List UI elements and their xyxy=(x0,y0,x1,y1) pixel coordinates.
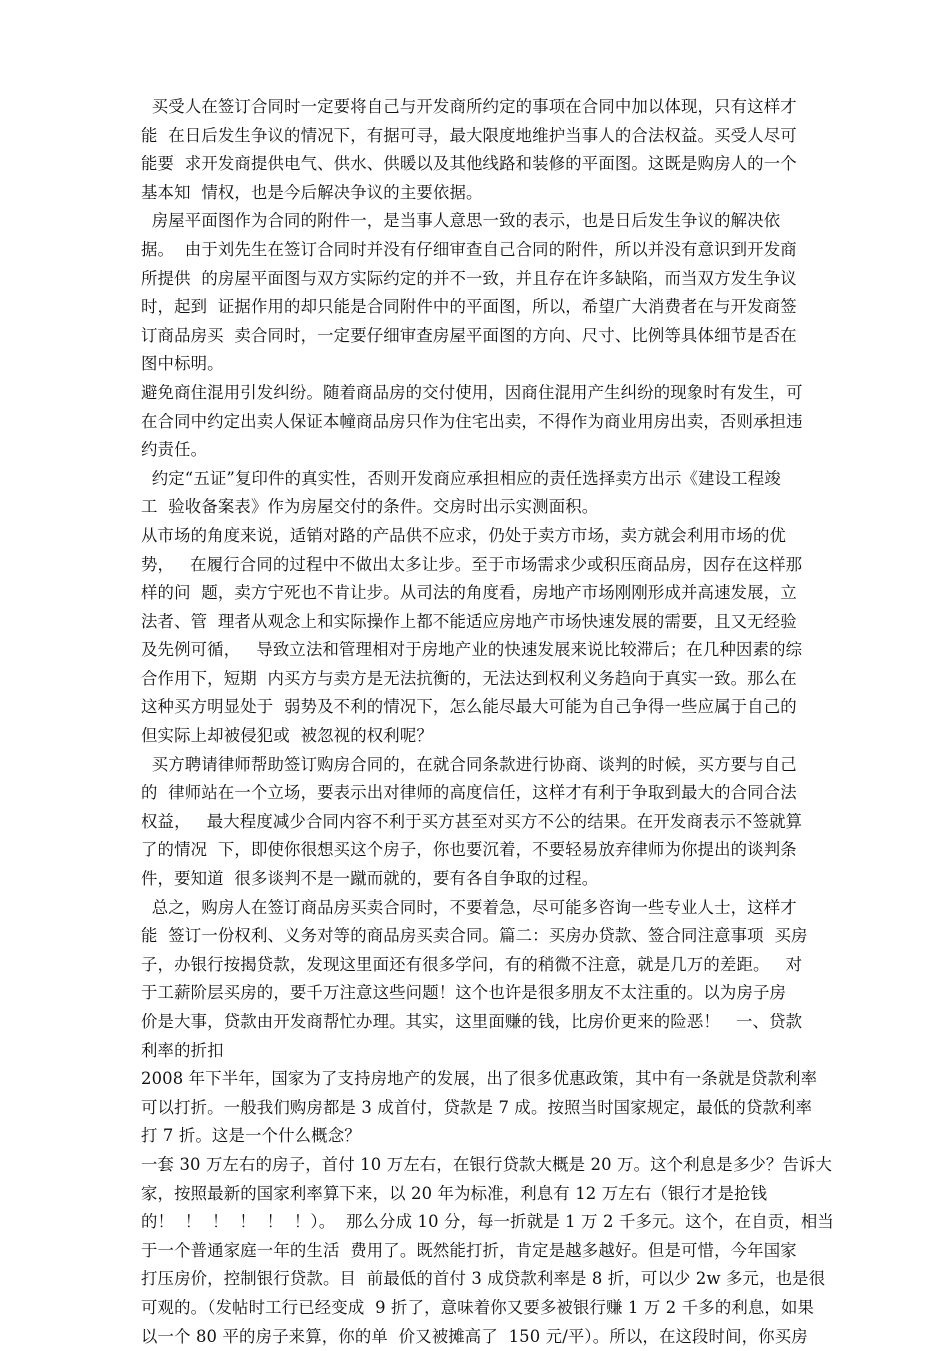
text-line: 可观的。（发帖时工行已经变成 9 折了，意味着你又要多被银行赚 1 万 2 千多的利息，如果 xyxy=(141,1297,815,1317)
text-line: 从市场的角度来说，适销对路的产品供不应求，仍处于卖方市场，卖方就会利用市场的优 xyxy=(141,525,787,545)
text-line: 于工薪阶层买房的，要千万注意这些问题！这个也许是很多朋友不太注重的。以为房子房 xyxy=(141,983,787,1003)
text-line: 但实际上却被侵犯或 被忽视的权利呢？ xyxy=(141,726,433,746)
text-line: 势， 在履行合同的过程中不做出太多让步。至于市场需求少或积压商品房，因存在这样那 xyxy=(141,554,803,574)
text-line: 权益， 最大程度减少合同内容不利于买方甚至对买方不公的结果。在开发商表示不签就算 xyxy=(141,811,803,831)
text-line: 的！ ！ ！ ！ ！ ！）。 那么分成 10 分，每一折就是 1 万 2 千多元。这个，在自贡，相当 xyxy=(141,1212,834,1232)
text-line: 合作用下，短期 内买方与卖方是无法抗衡的，无法达到权利义务趋向于真实一致。那么在 xyxy=(141,668,797,688)
text-line: 房屋平面图作为合同的附件一，是当事人意思一致的表示，也是日后发生争议的解决依 xyxy=(141,211,781,231)
text-line: 避免商住混用引发纠纷。随着商品房的交付使用，因商住混用产生纠纷的现象时有发生，可 xyxy=(141,382,803,402)
text-line: 2008 年下半年，国家为了支持房地产的发展，出了很多优惠政策，其中有一条就是贷款利率 xyxy=(141,1069,818,1089)
text-line: 约责任。 xyxy=(141,440,208,460)
text-line: 能要 求开发商提供电气、供水、供暖以及其他线路和装修的平面图。这既是购房人的一个 xyxy=(141,154,797,174)
text-line: 及先例可循， 导致立法和管理相对于房地产业的快速发展来说比较滞后；在几种因素的综 xyxy=(141,640,803,660)
text-line: 价是大事，贷款由开发商帮忙办理。其实，这里面赚的钱，比房价更来的险恶！ 一、贷款 xyxy=(141,1012,803,1031)
text-line: 能 在日后发生争议的情况下，有据可寻，最大限度地维护当事人的合法权益。买受人尽可 xyxy=(141,125,797,145)
text-line: 能 签订一份权利、义务对等的商品房买卖合同。篇二：买房办贷款、签合同注意事项 买房 xyxy=(141,926,808,946)
text-line: 法者、管 理者从观念上和实际操作上都不能适应房地产市场快速发展的需要，且又无经验 xyxy=(141,611,797,631)
text-line: 利率的折扣 xyxy=(141,1040,224,1060)
text-line: 这种买方明显处于 弱势及不利的情况下，怎么能尽最大可能为自己争得一些应属于自己的 xyxy=(141,697,797,717)
text-line: 总之，购房人在签订商品房买卖合同时，不要着急，尽可能多咨询一些专业人士，这样才 xyxy=(141,897,797,917)
text-line: 一套 30 万左右的房子，首付 10 万左右，在银行贷款大概是 20 万。这个利息是多少？告诉大 xyxy=(141,1154,833,1174)
document-body-text xyxy=(141,93,834,1351)
text-line: 买受人在签订合同时一定要将自己与开发商所约定的事项在合同中加以体现，只有这样才 xyxy=(141,97,797,116)
text-line: 可以打折。一般我们购房都是 3 成首付，贷款是 7 成。按照当时国家规定，最低的贷款利率 xyxy=(141,1097,813,1117)
text-line: 以一个 80 平的房子来算，你的单 价又被摊高了 150 元/平）。所以，在这段时间，你买房 xyxy=(141,1326,808,1346)
text-line: 了的情况 下，即使你很想买这个房子，你也要沉着，不要轻易放弃律师为你提出的谈判条 xyxy=(141,840,797,860)
text-line: 子，办银行按揭贷款，发现这里面还有很多学问，有的稍微不注意，就是几万的差距。 对 xyxy=(141,954,803,974)
text-line: 时，起到 证据作用的却只能是合同附件中的平面图，所以，希望广大消费者在与开发商签 xyxy=(141,297,797,317)
text-line: 件，要知道 很多谈判不是一蹴而就的，要有各自争取的过程。 xyxy=(141,869,599,889)
text-line: 在合同中约定出卖人保证本幢商品房只作为住宅出卖，不得作为商业用房出卖，否则承担违 xyxy=(141,411,803,431)
text-line: 样的问 题，卖方宁死也不肯让步。从司法的角度看，房地产市场刚刚形成并高速发展，立 xyxy=(141,583,797,603)
text-line: 买方聘请律师帮助签订购房合同的，在就合同条款进行协商、谈判的时候，买方要与自己 xyxy=(141,754,797,774)
text-line: 的 律师站在一个立场，要表示出对律师的高度信任，这样才有利于争取到最大的合同合法 xyxy=(141,783,797,803)
text-line: 打 7 折。这是一个什么概念？ xyxy=(141,1126,361,1146)
text-line: 订商品房买 卖合同时，一定要仔细审查房屋平面图的方向、尺寸、比例等具体细节是否在 xyxy=(141,325,797,345)
text-line: 据。 由于刘先生在签订合同时并没有仔细审查自己合同的附件，所以并没有意识到开发商 xyxy=(141,239,797,259)
text-line: 图中标明。 xyxy=(141,354,224,374)
text-line: 所提供 的房屋平面图与双方实际约定的并不一致，并且存在许多缺陷，而当双方发生争议 xyxy=(141,268,797,288)
text-line: 基本知 情权，也是今后解决争议的主要依据。 xyxy=(141,182,483,202)
text-line: 于一个普通家庭一年的生活 费用了。既然能打折，肯定是越多越好。但是可惜，今年国家 xyxy=(141,1240,797,1260)
text-line: 工 验收备案表》作为房屋交付的条件。交房时出示实测面积。 xyxy=(141,497,599,517)
text-line: 约定“五证”复印件的真实性，否则开发商应承担相应的责任选择卖方出示《建设工程竣 xyxy=(141,468,781,488)
text-line: 家，按照最新的国家利率算下来，以 20 年为标准，利息有 12 万左右（银行才是抢钱 xyxy=(141,1183,768,1203)
text-line: 打压房价，控制银行贷款。目 前最低的首付 3 成贷款利率是 8 折，可以少 2w 多元，也是很 xyxy=(141,1269,826,1289)
